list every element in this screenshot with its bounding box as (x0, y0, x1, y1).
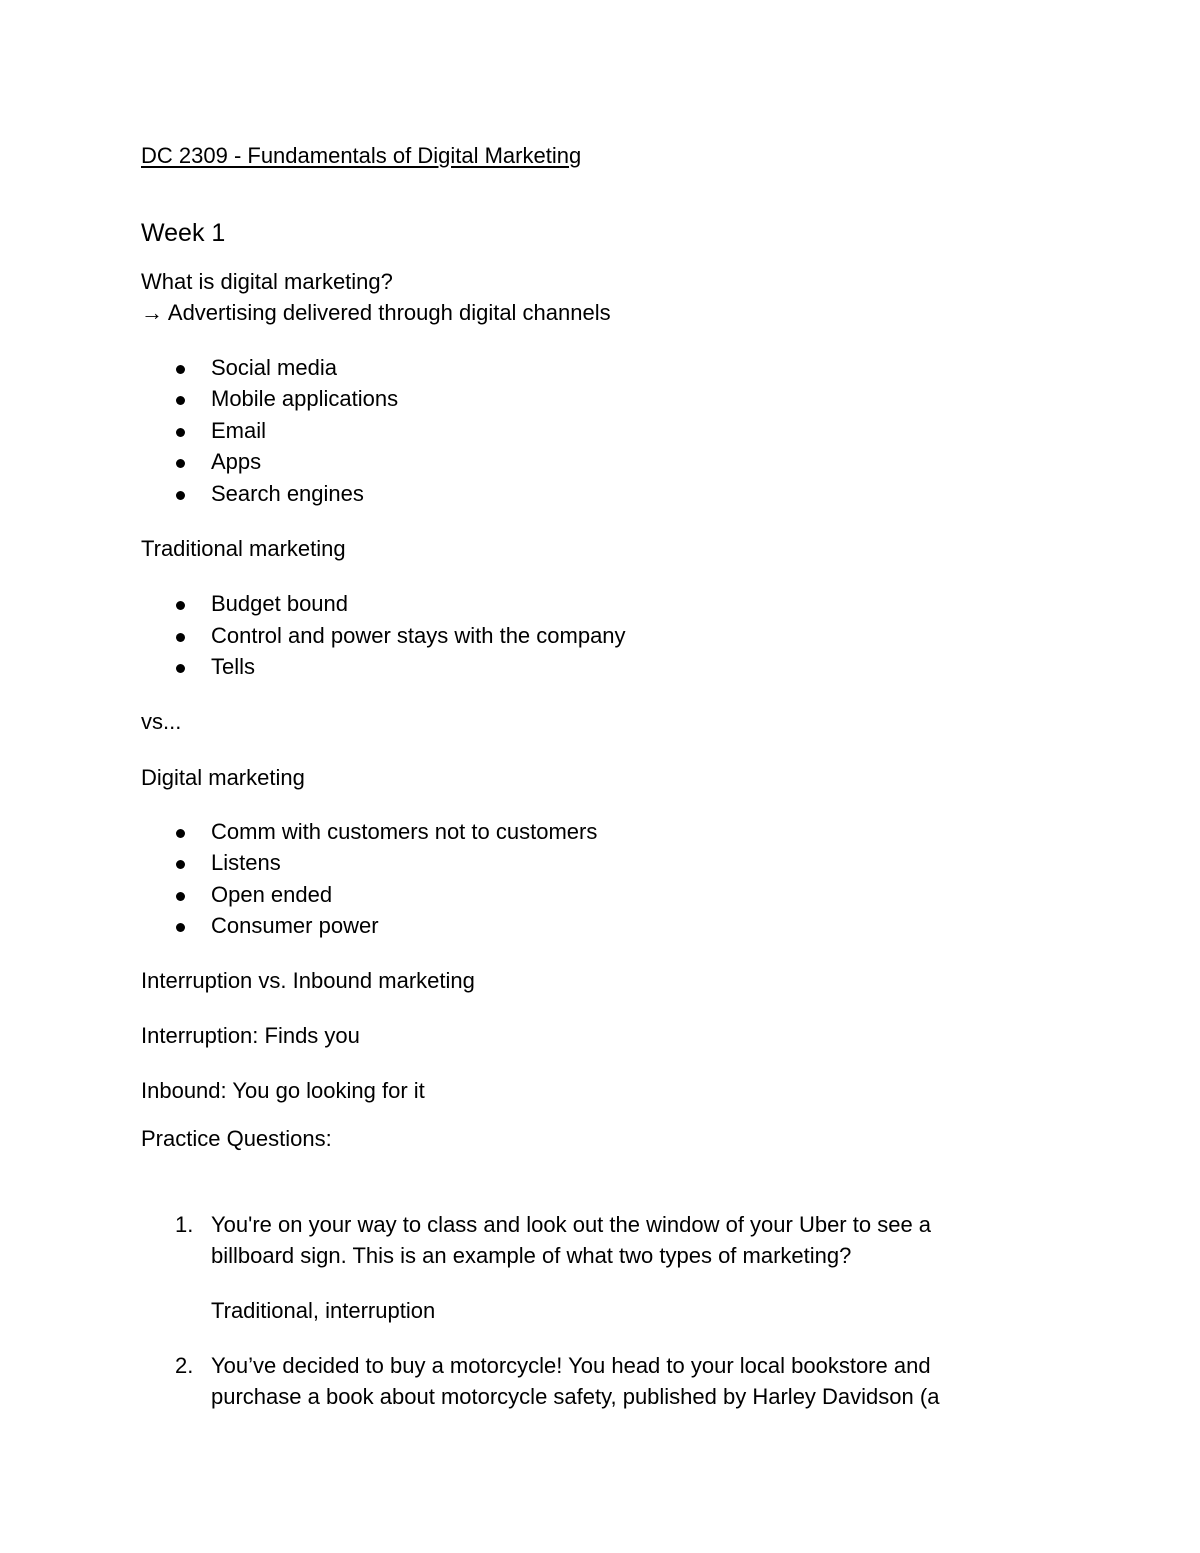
list-item: Mobile applications (0, 386, 1200, 414)
bullet-icon (176, 601, 185, 610)
question-line: purchase a book about motorcycle safety, published by Harley Davidson (a (211, 1384, 940, 1409)
question-number: 2. (175, 1353, 194, 1378)
definition-text: → Advertising delivered through digital channels (141, 300, 611, 325)
answer-text: Traditional, interruption (211, 1298, 436, 1323)
bullet-icon (176, 829, 185, 838)
digital-heading: Digital marketing (141, 765, 305, 790)
list-item: Open ended (0, 882, 1200, 910)
list-item: Control and power stays with the company (0, 623, 1200, 651)
interruption-definition: Interruption: Finds you (141, 1023, 360, 1048)
list-item: Comm with customers not to customers (0, 819, 1200, 847)
list-item: Tells (0, 654, 1200, 682)
bullet-icon (176, 860, 185, 869)
bullet-icon (176, 459, 185, 468)
list-item: Search engines (0, 481, 1200, 509)
list-item: Budget bound (0, 591, 1200, 619)
bullet-icon (176, 428, 185, 437)
vs-text: vs... (141, 709, 182, 734)
question-line: You're on your way to class and look out the window of your Uber to see a (211, 1212, 932, 1237)
list-item: Apps (0, 449, 1200, 477)
question-number: 1. (175, 1212, 194, 1237)
bullet-icon (176, 664, 185, 673)
question-line: billboard sign. This is an example of what two types of marketing? (211, 1243, 852, 1268)
bullet-icon (176, 365, 185, 374)
week-heading: Week 1 (141, 219, 226, 247)
bullet-icon (176, 892, 185, 901)
list-item: Listens (0, 850, 1200, 878)
list-item: Social media (0, 355, 1200, 383)
question-line: You’ve decided to buy a motorcycle! You head to your local bookstore and (211, 1353, 931, 1378)
traditional-heading: Traditional marketing (141, 536, 346, 561)
list-item: Consumer power (0, 913, 1200, 941)
practice-heading: Practice Questions: (141, 1126, 332, 1151)
bullet-icon (176, 633, 185, 642)
list-item: Email (0, 418, 1200, 446)
document-title: DC 2309 - Fundamentals of Digital Marketing (141, 143, 582, 168)
inbound-definition: Inbound: You go looking for it (141, 1078, 425, 1103)
question-heading: What is digital marketing? (141, 269, 393, 294)
bullet-icon (176, 396, 185, 405)
bullet-icon (176, 923, 185, 932)
bullet-icon (176, 491, 185, 500)
interruption-vs-inbound-heading: Interruption vs. Inbound marketing (141, 968, 475, 993)
